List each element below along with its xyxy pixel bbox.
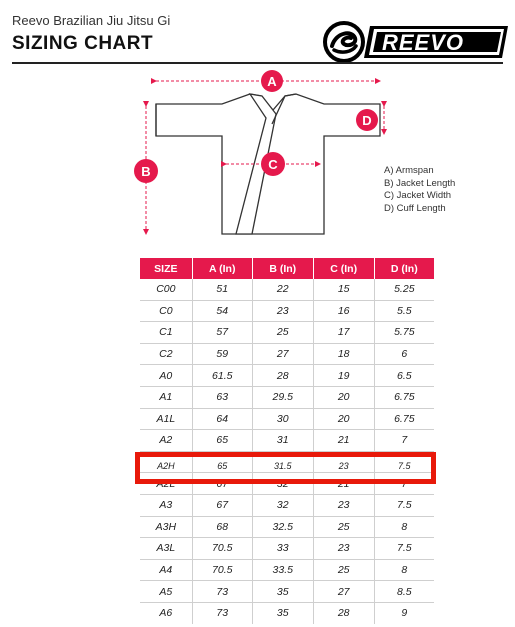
table-cell: 54 (192, 300, 252, 322)
table-cell: 15 (313, 279, 374, 300)
table-row (140, 559, 434, 581)
table-cell: 21 (313, 473, 374, 495)
table-row (140, 386, 434, 408)
table-cell: A2 (140, 430, 192, 452)
table-cell: C0 (140, 300, 192, 322)
marker-a: A (267, 74, 277, 89)
table-cell: 32 (252, 494, 313, 516)
table-cell: 70.5 (192, 538, 252, 560)
table-cell: 6.75 (374, 386, 434, 408)
table-cell: 35 (252, 581, 313, 603)
table-cell: 28 (252, 365, 313, 387)
table-cell: 64 (192, 408, 252, 430)
table-cell: 20 (313, 408, 374, 430)
table-row (140, 343, 434, 365)
table-row (140, 581, 434, 603)
table-cell: C2 (140, 343, 192, 365)
measurement-legend (384, 165, 455, 215)
table-cell: 33.5 (252, 559, 313, 581)
table-cell: 28 (313, 602, 374, 623)
table-cell: 65 (192, 430, 252, 452)
table-row (140, 430, 434, 452)
table-cell: 23 (313, 494, 374, 516)
table-cell: C00 (140, 279, 192, 300)
table-cell: A4 (140, 559, 192, 581)
table-cell: A5 (140, 581, 192, 603)
table-cell: 7 (374, 430, 434, 452)
marker-b: B (141, 164, 151, 179)
header-size: SIZE (140, 258, 192, 279)
table-cell: A3H (140, 516, 192, 538)
header-c: C (In) (313, 258, 374, 279)
table-cell: 25 (313, 516, 374, 538)
table-cell: 70.5 (192, 559, 252, 581)
table-cell: 8 (374, 559, 434, 581)
table-cell: 8 (374, 516, 434, 538)
table-row (140, 408, 434, 430)
marker-c: C (268, 157, 278, 172)
legend-armspan: A) Armspan (384, 165, 434, 176)
table-cell: 51 (192, 279, 252, 300)
table-cell: 30 (252, 408, 313, 430)
table-cell: 25 (252, 322, 313, 344)
table-cell: 16 (313, 300, 374, 322)
table-cell: 73 (192, 581, 252, 603)
table-cell: A1L (140, 408, 192, 430)
table-cell: 22 (252, 279, 313, 300)
legend-jacket-width: C) Jacket Width (384, 190, 452, 201)
table-cell: 31 (252, 430, 313, 452)
table-cell: 6.75 (374, 408, 434, 430)
table-cell: A2H (140, 451, 192, 473)
table-cell: A3L (140, 538, 192, 560)
table-cell: A2L (140, 473, 192, 495)
legend-cuff-length: D) Cuff Length (384, 202, 446, 214)
table-cell: 27 (252, 343, 313, 365)
table-row (140, 516, 434, 538)
table-row (140, 494, 434, 516)
table-cell: 8.5 (374, 581, 434, 603)
table-cell: 59 (192, 343, 252, 365)
table-cell: 6.5 (374, 365, 434, 387)
reevo-emblem-icon (325, 23, 363, 61)
gi-diagram (0, 66, 515, 250)
header-divider (12, 62, 503, 64)
table-cell: 7.5 (374, 538, 434, 560)
table-cell: 67 (192, 494, 252, 516)
page-subtitle: Reevo Brazilian Jiu Jitsu Gi (12, 13, 171, 28)
legend-jacket-length: B) Jacket Length (384, 177, 456, 189)
table-cell: 17 (313, 322, 374, 344)
header-a: A (In) (192, 258, 252, 279)
header-d: D (In) (374, 258, 434, 279)
table-row (140, 538, 434, 560)
dimension-a-armspan (156, 70, 380, 92)
table-cell: 33 (252, 538, 313, 560)
reevo-logo (322, 20, 510, 64)
table-cell: 32 (252, 473, 313, 495)
table-cell: 5.5 (374, 300, 434, 322)
table-cell: 31.5 (252, 451, 313, 473)
table-cell: 73 (192, 602, 252, 623)
table-cell: 18 (313, 343, 374, 365)
brand-wordmark: REEVO (382, 30, 465, 55)
table-cell: C1 (140, 322, 192, 344)
table-cell: 21 (313, 430, 374, 452)
highlight-box (135, 452, 436, 484)
table-cell: 6 (374, 343, 434, 365)
table-cell: 20 (313, 386, 374, 408)
table-row (140, 300, 434, 322)
table-cell: 27 (313, 581, 374, 603)
table-row (140, 602, 434, 623)
table-cell: 23 (313, 451, 374, 473)
table-cell: 63 (192, 386, 252, 408)
table-cell: 32.5 (252, 516, 313, 538)
marker-d: D (362, 113, 372, 128)
table-cell: 7.5 (374, 494, 434, 516)
table-row (140, 279, 434, 300)
table-row (140, 322, 434, 344)
dimension-b-length (134, 106, 158, 234)
table-cell: 5.75 (374, 322, 434, 344)
table-row (140, 365, 434, 387)
page-title: SIZING CHART (12, 33, 154, 54)
table-cell: 29.5 (252, 386, 313, 408)
table-cell: 65 (192, 451, 252, 473)
table-cell: 7 (374, 473, 434, 495)
table-cell: 7.5 (374, 451, 434, 473)
table-cell: 61.5 (192, 365, 252, 387)
table-cell: 23 (252, 300, 313, 322)
size-table (140, 258, 434, 624)
table-cell: A6 (140, 602, 192, 623)
table-cell: 67 (192, 473, 252, 495)
table-cell: 25 (313, 559, 374, 581)
table-cell: 35 (252, 602, 313, 623)
table-cell: 5.25 (374, 279, 434, 300)
table-cell: A3 (140, 494, 192, 516)
table-header-row (140, 258, 434, 279)
table-cell: 57 (192, 322, 252, 344)
table-cell: 19 (313, 365, 374, 387)
table-cell: A1 (140, 386, 192, 408)
table-cell: 68 (192, 516, 252, 538)
header-b: B (In) (252, 258, 313, 279)
table-cell: 9 (401, 607, 408, 620)
table-cell: 23 (313, 538, 374, 560)
table-cell: A0 (140, 365, 192, 387)
